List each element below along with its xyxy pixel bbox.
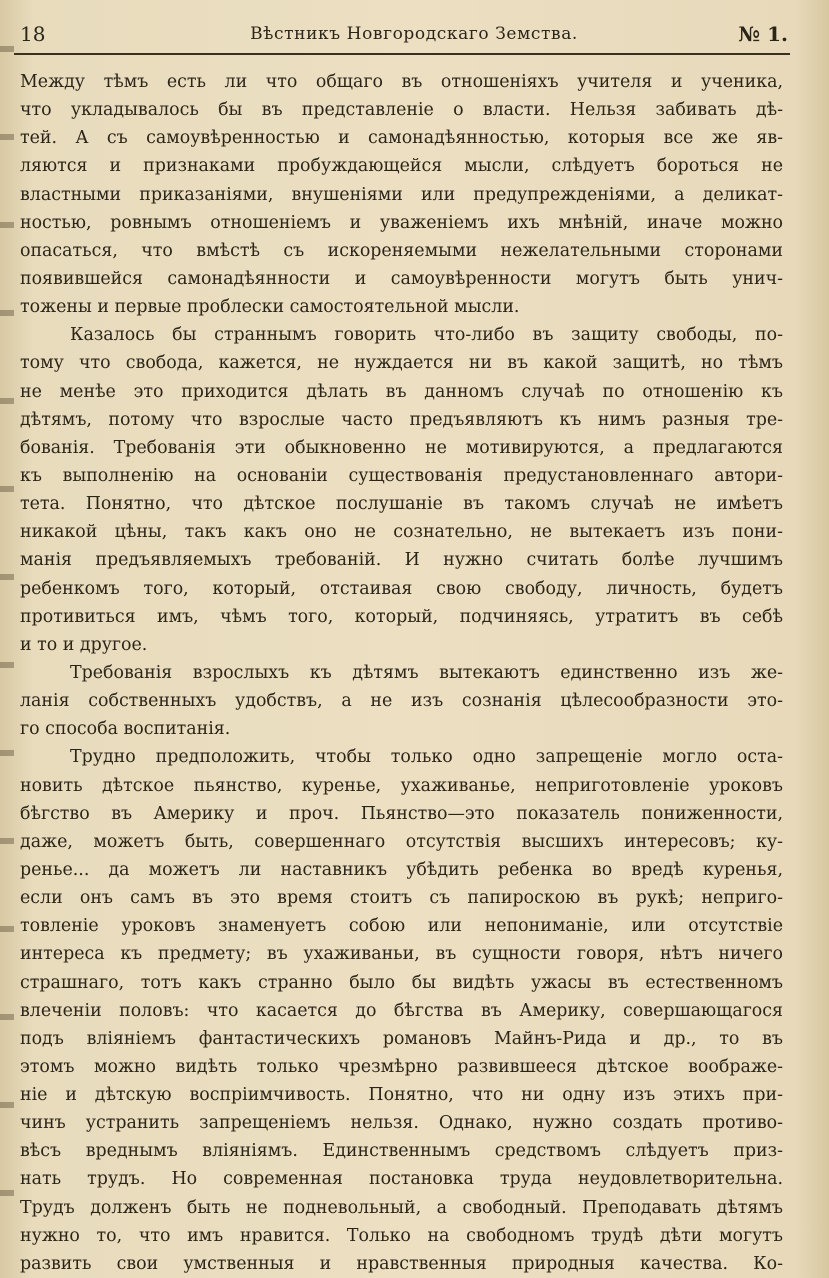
text-line: дѣтямъ, потому что взрослые часто предъявляютъ къ нимъ разныя тре- xyxy=(20,409,783,430)
text-line: бованія. Требованія эти обыкновенно не мотивируются, а предлагаются xyxy=(20,437,783,458)
text-line: новить дѣтское пьянство, куренье, ухаживанье, неприготовленіе уроковъ xyxy=(20,775,783,796)
text-line: опасаться, что вмѣстѣ съ искореняемыми нежелательными сторонами xyxy=(20,240,783,261)
text-line: тому что свобода, кажется, не нуждается ни въ какой защитѣ, но тѣмъ xyxy=(20,353,783,374)
text-line: ребенкомъ того, который, отстаивая свою свободу, личность, будетъ xyxy=(20,578,783,599)
text-line: влеченіи половъ: что касается до бѣгства въ Америку, совершающагося xyxy=(20,1000,783,1021)
body-text xyxy=(20,68,783,1278)
text-line: тожены и первые проблески самостоятельной мысли. xyxy=(20,297,520,318)
text-line: ніе и дѣтскую воспріимчивость. Понятно, что ни одну изъ этихъ при- xyxy=(20,1085,783,1106)
text-line: чинъ устранить запрещеніемъ нельзя. Однако, нужно создать противо- xyxy=(20,1113,783,1134)
text-line: Требованія взрослыхъ къ дѣтямъ вытекаютъ единственно изъ же- xyxy=(70,662,783,683)
text-line: манія предъявляемыхъ требованій. И нужно считать болѣе лучшимъ xyxy=(20,550,783,571)
text-line: противиться имъ, чѣмъ того, который, подчиняясь, утратитъ въ себѣ xyxy=(20,606,783,627)
text-line: этомъ можно видѣть только чрезмѣрно развившееся дѣтское воображе- xyxy=(20,1056,783,1077)
text-line: никакой цѣны, такъ какъ оно не сознательно, не вытекаетъ изъ пони- xyxy=(20,522,783,543)
page-number: 18 xyxy=(20,22,46,46)
text-line: если онъ самъ въ это время стоитъ съ папироскою въ рукѣ; неприго- xyxy=(20,888,783,909)
text-line: бѣгство въ Америку и проч. Пьянство—это показатель пониженности, xyxy=(20,803,783,824)
text-line: что укладывалось бы въ представленіе о власти. Нельзя забивать дѣ- xyxy=(20,100,783,121)
issue-number: № 1. xyxy=(738,22,788,46)
text-line: ланія собственныхъ удобствъ, а не изъ сознанія цѣлесообразности это- xyxy=(20,691,783,712)
text-line: ренье... да можетъ ли наставникъ убѣдить ребенка во вредѣ куренья, xyxy=(20,859,783,880)
text-line: интереса къ предмету; въ ухаживаньи, въ сущности говоря, нѣтъ ничего xyxy=(20,944,783,965)
text-line: подъ вліяніемъ фантастическихъ романовъ Майнъ-Рида и др., то въ xyxy=(20,1028,783,1049)
text-line: тета. Понятно, что дѣтское послушаніе въ такомъ случаѣ не имѣетъ xyxy=(20,494,783,515)
text-line: властными приказаніями, внушеніями или предупрежденіями, а деликат- xyxy=(20,184,783,205)
text-line: развить свои умственныя и нравственныя природныя качества. Ко- xyxy=(20,1253,783,1274)
text-line: къ выполненію на основаніи существованія предустановленнаго автори- xyxy=(20,465,783,486)
text-line: Казалось бы страннымъ говорить что-либо въ защиту свободы, по- xyxy=(70,325,783,346)
text-line: тей. А съ самоувѣренностью и самонадѣянностью, которыя все же яв- xyxy=(20,128,783,149)
text-line: нужно то, что имъ нравится. Только на свободномъ трудѣ дѣти могутъ xyxy=(20,1225,783,1246)
page-binding-edge xyxy=(0,0,14,1225)
text-line: го способа воспитанія. xyxy=(20,719,231,740)
text-line: не менѣе это приходится дѣлать въ данномъ случаѣ по отношенію къ xyxy=(20,381,783,402)
running-header xyxy=(14,20,814,50)
text-line: вѣсъ вреднымъ вліяніямъ. Единственнымъ средствомъ слѣдуетъ приз- xyxy=(20,1141,783,1162)
text-line: и то и другое. xyxy=(20,634,148,655)
text-line: даже, можетъ быть, совершеннаго отсутствія высшихъ интересовъ; ку- xyxy=(20,831,783,852)
header-rule xyxy=(14,53,790,55)
text-line: Трудъ долженъ быть не подневольный, а свободный. Преподавать дѣтямъ xyxy=(20,1197,783,1218)
text-line: Между тѣмъ есть ли что общаго въ отношеніяхъ учителя и ученика, xyxy=(20,72,783,92)
text-line: товленіе уроковъ знаменуетъ собою или непониманіе, или отсутствіе xyxy=(20,916,783,937)
text-line: Трудно предположить, чтобы только одно запрещеніе могло оста- xyxy=(70,747,783,768)
text-line: ностью, ровнымъ отношеніемъ и уваженіемъ ихъ мнѣній, иначе можно xyxy=(20,212,783,233)
text-line: появившейся самонадѣянности и самоувѣренности могутъ быть унич- xyxy=(20,268,783,289)
journal-title: Вѣстникъ Новгородскаго Земства. xyxy=(250,24,578,44)
text-line: страшнаго, тотъ какъ странно было бы видѣть ужасы въ естественномъ xyxy=(20,972,783,993)
text-line: нать трудъ. Но современная постановка труда неудовлетворительна. xyxy=(20,1169,783,1190)
text-line: ляются и признаками пробуждающейся мысли, слѣдуетъ бороться не xyxy=(20,156,783,177)
